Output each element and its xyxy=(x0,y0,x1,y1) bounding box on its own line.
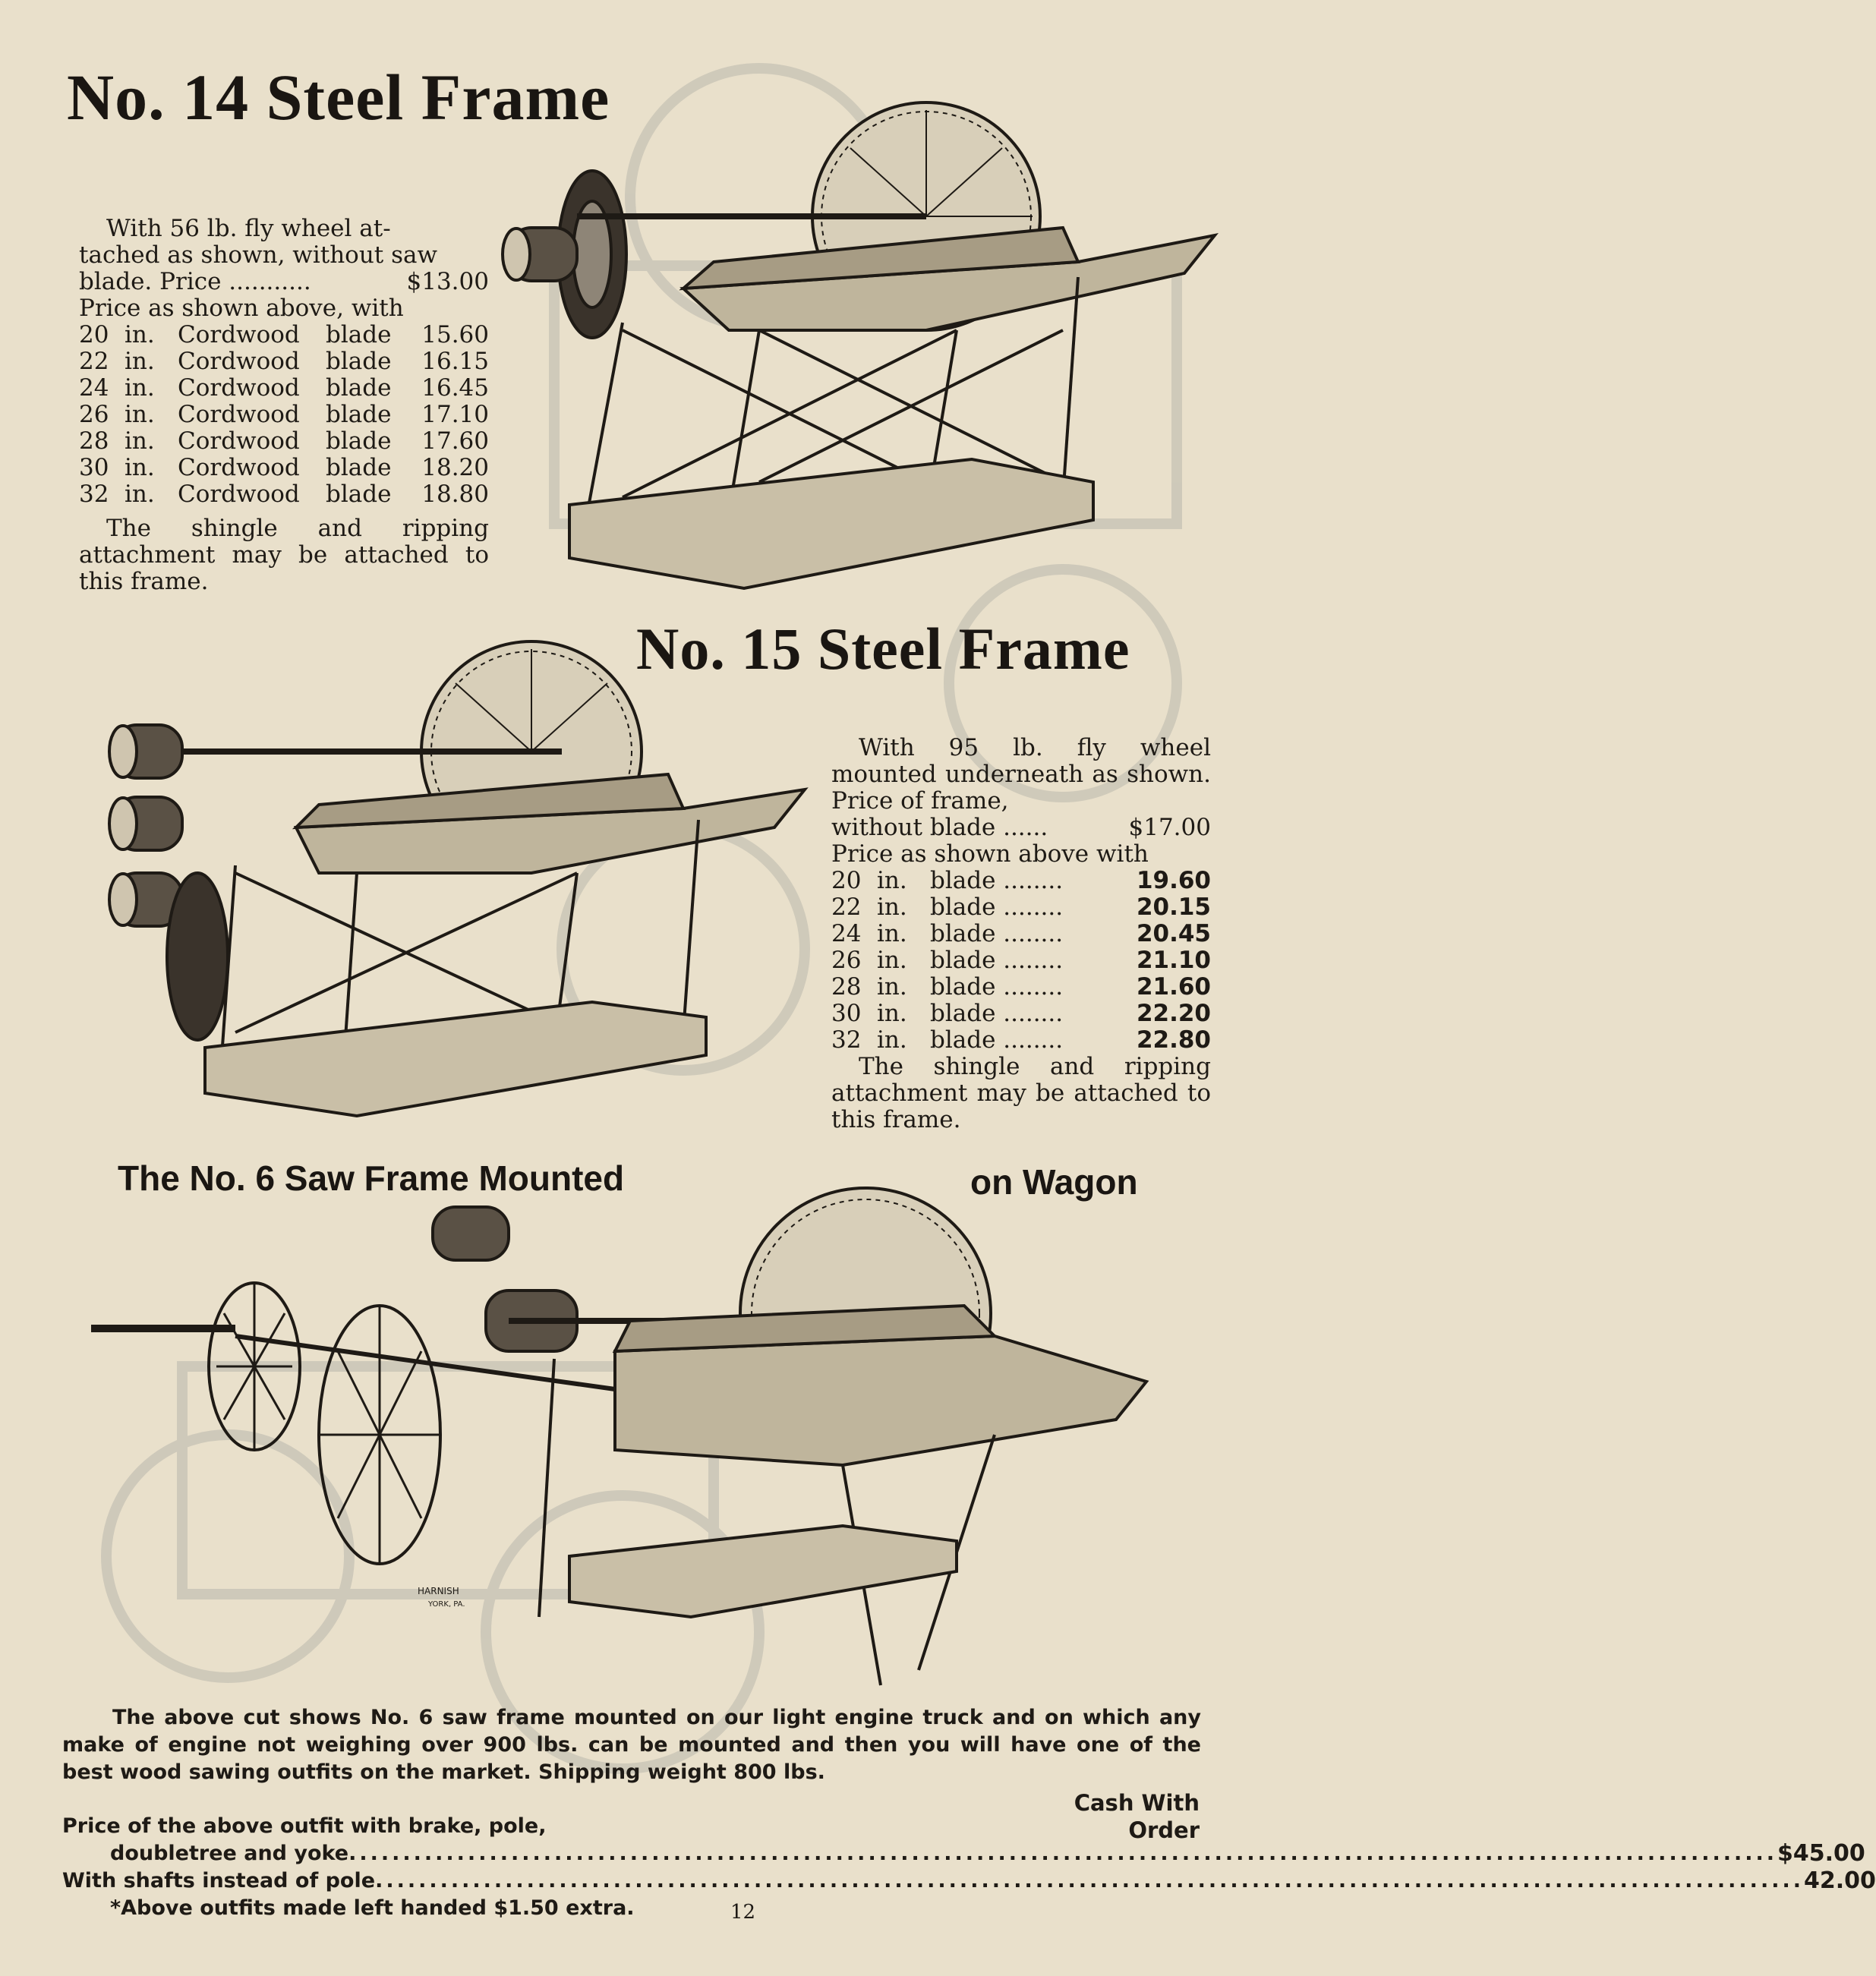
blade-unit: in. xyxy=(125,374,155,402)
blade-type: blade xyxy=(326,374,392,402)
blade-unit: in. xyxy=(877,1026,907,1054)
blade-price: 20.15 xyxy=(1136,893,1211,921)
blade-unit: in. xyxy=(877,947,907,974)
no15-intro: With 95 lb. fly wheel mounted underneath as shown. Price of frame, xyxy=(831,734,1211,815)
blade-name: Cordwood xyxy=(178,374,300,402)
no6-title-right: on Wagon xyxy=(970,1162,1138,1202)
blade-type: blade xyxy=(326,454,392,481)
blade-size: 28 xyxy=(79,427,109,455)
no6-title-left: The No. 6 Saw Frame Mounted xyxy=(118,1158,625,1198)
dot-leader: .................................................................................................................................... xyxy=(348,1842,1778,1865)
no15-base-label: without blade ...... xyxy=(831,814,1048,841)
blade-price: 17.10 xyxy=(421,401,489,428)
blade-name: Cordwood xyxy=(178,401,300,428)
blade-unit: in. xyxy=(125,454,155,481)
shafts-price: 42.00 xyxy=(1803,1867,1876,1894)
page-number: 12 xyxy=(730,1901,756,1924)
no14-base-price-line xyxy=(79,269,489,295)
no14-blade-row xyxy=(79,481,489,508)
no6-description: The above cut shows No. 6 saw frame mounted on our light engine truck and on which any make of engine not weighing over 900 lbs. can be mounted and then you will have one of the best wood sawing outfits on the market. Shipping weight 800 lbs. xyxy=(62,1706,1201,1784)
blade-price: 19.60 xyxy=(1136,867,1211,894)
blade-price: 21.10 xyxy=(1136,947,1211,974)
blade-size: 32 xyxy=(79,481,109,508)
blade-price: 20.45 xyxy=(1136,920,1211,947)
blade-type: blade xyxy=(326,401,392,428)
maker-mark-line-1: HARNISH xyxy=(418,1586,459,1596)
outfit-price-line-2 xyxy=(110,1840,1865,1867)
saw-frame-no15-illustration xyxy=(106,638,805,1124)
blade-size: 20 xyxy=(831,867,862,894)
no15-blade-row xyxy=(831,894,1211,921)
no14-intro xyxy=(79,216,489,322)
blade-size: 26 xyxy=(79,401,109,428)
blade-unit: in. xyxy=(877,920,907,947)
blade-unit: in. xyxy=(877,973,907,1001)
blade-price: 16.45 xyxy=(421,374,489,402)
cash-with-order-header xyxy=(1025,1789,1200,1844)
blade-type: blade xyxy=(326,348,392,375)
blade-price: 22.80 xyxy=(1136,1026,1211,1054)
blade-size: 24 xyxy=(831,920,862,947)
no14-price-lead: Price as shown above, with xyxy=(79,295,404,322)
blade-size: 24 xyxy=(79,374,109,402)
blade-unit: in. xyxy=(125,427,155,455)
no15-blade-row xyxy=(831,947,1211,974)
blade-unit: in. xyxy=(125,321,155,348)
no15-title: No. 15 Steel Frame xyxy=(636,616,1130,682)
no14-title: No. 14 Steel Frame xyxy=(67,61,610,134)
blade-size: 28 xyxy=(831,973,862,1001)
blade-price: 18.20 xyxy=(421,454,489,481)
no14-text-block xyxy=(79,216,489,595)
blade-type: blade ........ xyxy=(930,1000,1064,1027)
no15-text-block xyxy=(831,735,1211,1133)
blade-price: 18.80 xyxy=(421,481,489,508)
wagon-saw-frame-illustration xyxy=(84,1161,1200,1693)
no15-blade-row xyxy=(831,921,1211,947)
outfit-line-2-label: doubletree and yoke xyxy=(110,1842,349,1865)
blade-size: 26 xyxy=(831,947,862,974)
no15-base-price: $17.00 xyxy=(1128,814,1211,841)
left-handed-footnote: *Above outfits made left handed $1.50 extra. xyxy=(110,1896,635,1920)
blade-type: blade ........ xyxy=(930,920,1064,947)
blade-unit: in. xyxy=(125,401,155,428)
blade-type: blade ........ xyxy=(930,973,1064,1001)
no15-blade-row xyxy=(831,1027,1211,1054)
blade-type: blade ........ xyxy=(930,867,1064,894)
blade-price: 22.20 xyxy=(1136,1000,1211,1027)
blade-price: 15.60 xyxy=(421,321,489,348)
no15-blade-row xyxy=(831,974,1211,1001)
no15-blade-list xyxy=(831,868,1211,1054)
no14-blade-row xyxy=(79,348,489,375)
blade-type: blade xyxy=(326,427,392,455)
no14-blade-row xyxy=(79,375,489,402)
blade-price: 21.60 xyxy=(1136,973,1211,1001)
blade-name: Cordwood xyxy=(178,348,300,375)
shafts-label: With shafts instead of pole xyxy=(62,1869,376,1892)
blade-type: blade ........ xyxy=(930,947,1064,974)
no14-base-label: blade. Price ........... xyxy=(79,268,311,295)
maker-mark-line-2: YORK, PA. xyxy=(428,1600,465,1609)
no15-blade-row xyxy=(831,868,1211,894)
dot-leader: .................................................................................................................................... xyxy=(375,1869,1804,1892)
blade-size: 20 xyxy=(79,321,109,348)
blade-unit: in. xyxy=(877,867,907,894)
blade-name: Cordwood xyxy=(178,321,300,348)
blade-type: blade xyxy=(326,481,392,508)
no14-blade-row xyxy=(79,455,489,481)
blade-size: 22 xyxy=(79,348,109,375)
no14-blade-row xyxy=(79,322,489,348)
blade-type: blade ........ xyxy=(930,893,1064,921)
blade-unit: in. xyxy=(125,481,155,508)
no14-intro-line-1: With 56 lb. fly wheel at- xyxy=(106,215,391,242)
no15-blade-row xyxy=(831,1001,1211,1027)
no14-blade-row xyxy=(79,428,489,455)
blade-size: 22 xyxy=(831,893,862,921)
blade-type: blade xyxy=(326,321,392,348)
blade-name: Cordwood xyxy=(178,427,300,455)
blade-unit: in. xyxy=(877,893,907,921)
blade-size: 30 xyxy=(831,1000,862,1027)
cash-header-line-2: Order xyxy=(1128,1817,1200,1843)
blade-type: blade ........ xyxy=(930,1026,1064,1054)
no14-note: The shingle and ripping attachment may be attached to this frame. xyxy=(79,515,489,595)
shafts-price-line xyxy=(62,1867,1876,1895)
saw-frame-no14-illustration xyxy=(501,102,1215,604)
blade-name: Cordwood xyxy=(178,481,300,508)
outfit-price: $45.00 xyxy=(1777,1840,1865,1867)
blade-unit: in. xyxy=(125,348,155,375)
blade-size: 30 xyxy=(79,454,109,481)
outfit-price-line-1: Price of the above outfit with brake, pole, xyxy=(62,1814,547,1838)
blade-unit: in. xyxy=(877,1000,907,1027)
no15-base-price-line xyxy=(831,815,1211,841)
no14-intro-line-2: tached as shown, without saw xyxy=(79,241,438,269)
no14-base-price: $13.00 xyxy=(406,268,489,295)
no14-blade-row xyxy=(79,402,489,428)
no15-note: The shingle and ripping attachment may be attached to this frame. xyxy=(831,1053,1211,1133)
no15-price-lead: Price as shown above with xyxy=(831,840,1149,868)
blade-price: 17.60 xyxy=(421,427,489,455)
blade-name: Cordwood xyxy=(178,454,300,481)
no14-blade-list xyxy=(79,322,489,508)
blade-price: 16.15 xyxy=(421,348,489,375)
cash-header-line-1: Cash With xyxy=(1074,1790,1200,1816)
blade-size: 32 xyxy=(831,1026,862,1054)
